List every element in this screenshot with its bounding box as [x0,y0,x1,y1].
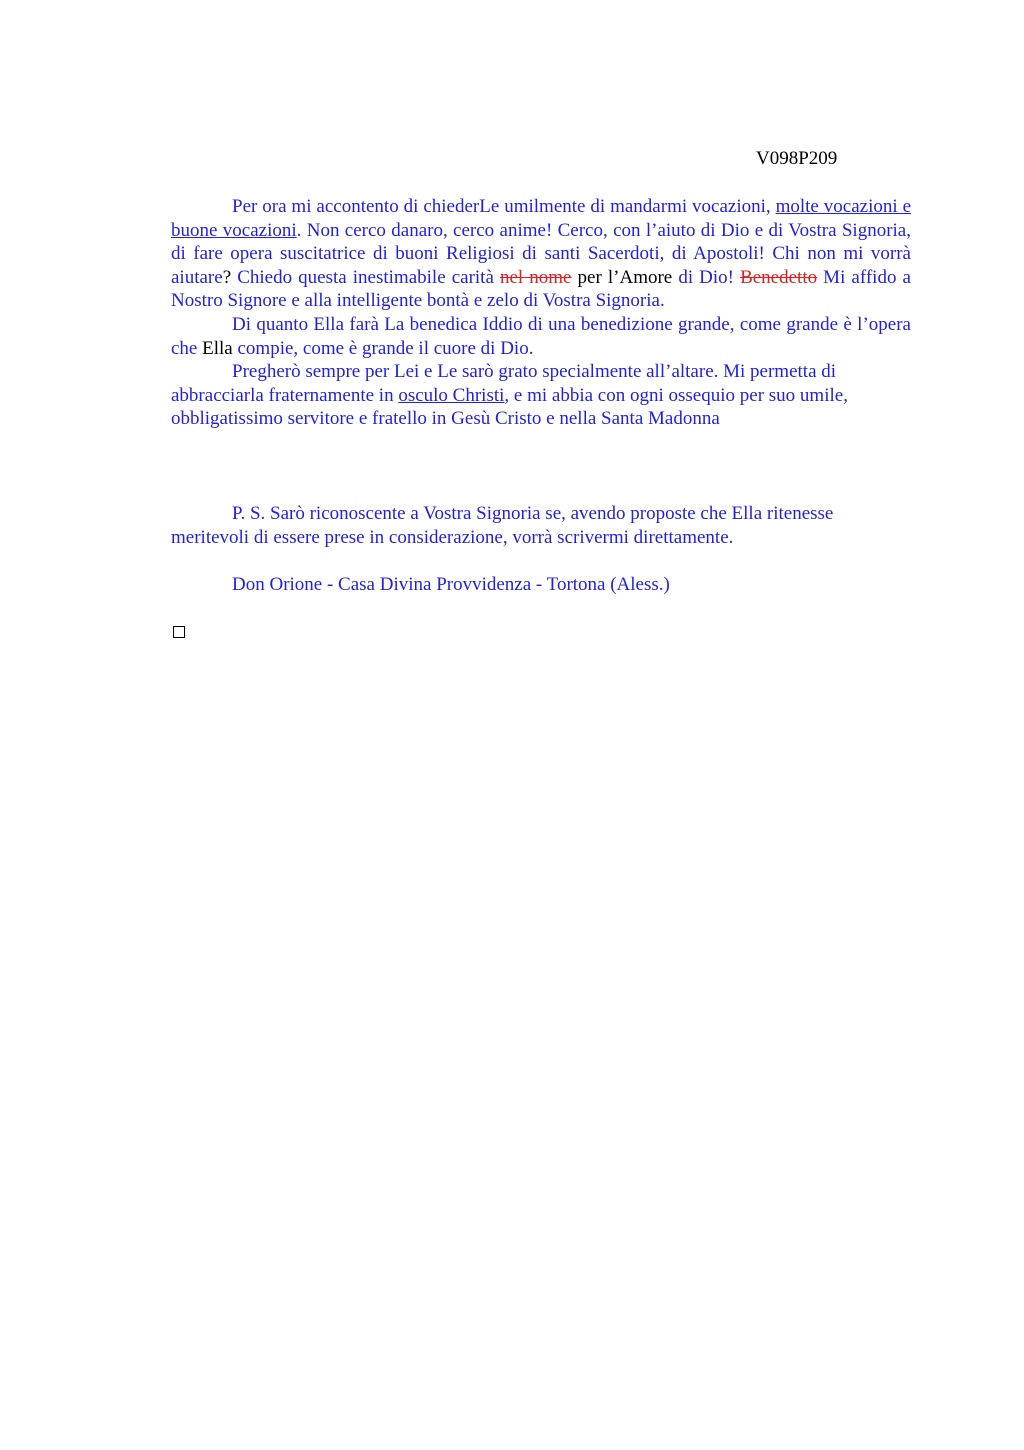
underlined-phrase: molte vocazioni e buone vocazioni [171,196,912,241]
paragraph-blessing [171,313,911,360]
text-run: compie, come è grande il cuore di Dio. [232,337,534,359]
signature-line: Don Orione - Casa Divina Provvidenza - Tortona (Aless.) [232,574,670,596]
text-run: Di quanto Ella farà La benedica Iddio di una benedizione grande, come grande è l’opera che [171,313,911,359]
spacer [171,549,911,573]
text-run: , e mi abbia con ogni ossequio per suo umile, obbligatissimo servitore e fratello in Gesù Cristo e nella Santa Madonna [171,384,848,430]
postscript: P. S. Sarò riconoscente a Vostra Signoria se, avendo proposte che Ella ritenesse meritevoli di essere prese in considerazione, vorrà scrivermi direttamente. [171,502,834,548]
original-text-run: ? [222,266,232,288]
text-run: Pregherò sempre per Lei e Le sarò grato specialmente all’altare. Mi permetta di abbracciarla fraternamente in [171,361,837,406]
text-run: di Dio! [672,266,741,288]
deleted-phrase: nel nome [499,266,572,288]
text-run: Per ora mi accontento di chiederLe umilmente di mandarmi vocazioni, [232,196,776,217]
deleted-word: Benedetto [740,266,818,288]
original-text-run: per l’Amore [571,266,673,288]
spacer [171,431,911,502]
text-run: Chiedo questa inestimabile carità [231,266,500,288]
checkbox-square-icon [173,626,185,638]
text-run: Mi affido a Nostro Signore e alla intelligente bontà e zelo di Vostra Signoria. [171,266,911,312]
original-text-run: Ella [202,337,233,359]
letter-body [171,195,911,597]
paragraph-prayer [171,360,911,431]
underlined-phrase: osculo Christi [398,384,505,406]
page-reference: V098P209 [756,148,838,169]
paragraph-vocations [171,195,911,313]
text-run: . Non cerco danaro, cerco anime! Cerco, con l’aiuto di Dio e di Vostra Signoria, di fare opera suscitatrice di buoni Religiosi di santi Sacerdoti, di Apostoli! Chi non mi vorrà aiutare [171,219,911,288]
